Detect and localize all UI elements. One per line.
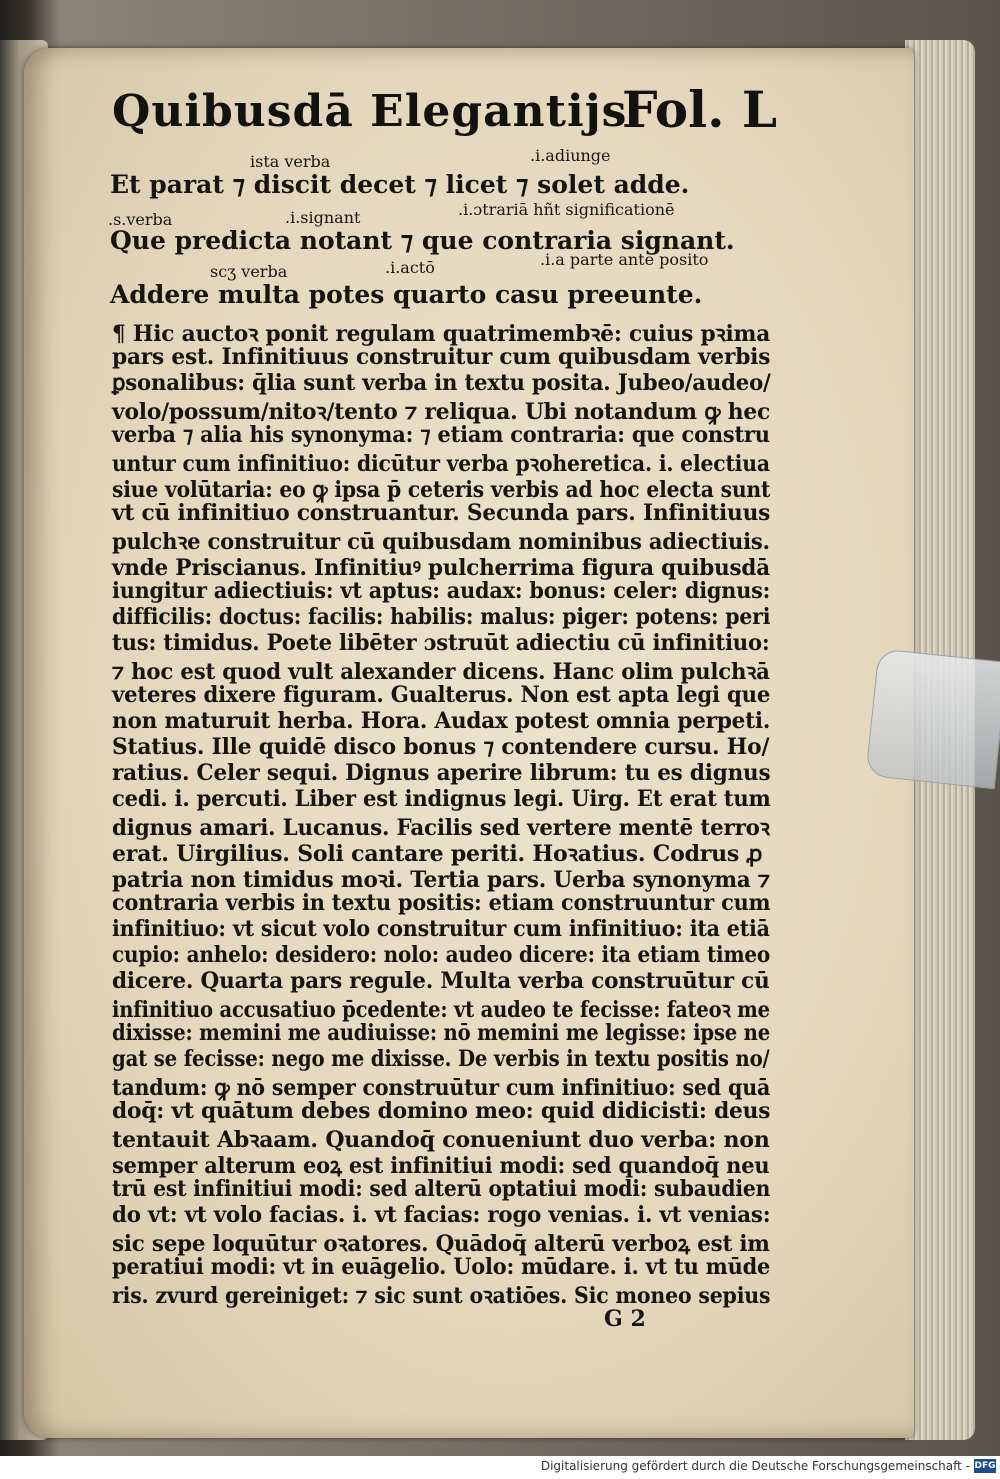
- commentary-line: ris. zvurd gereiniget: ⁊ sic sunt oꝛatiōes. Sic moneo sepius: [112, 1283, 771, 1309]
- commentary-line: erat. Uirgilius. Soli cantare periti. Hoꝛatius. Codrus ꝓ: [112, 841, 763, 867]
- commentary-line: pulchꝛe construitur cū quibusdam nominibus adiectiuis.: [112, 529, 770, 555]
- gloss: .i.a parte ante posito: [540, 250, 709, 269]
- gloss: .i.signant: [285, 208, 361, 227]
- commentary-line: verba ⁊ alia his synonyma: ⁊ etiam contraria: que constru: [112, 422, 770, 448]
- commentary-line: contraria verbis in textu positis: etiam construuntur cum: [112, 890, 771, 916]
- commentary-line: dicere. Quarta pars regule. Multa verba construūtur cū: [112, 968, 770, 994]
- gloss: scʒ verba: [210, 262, 288, 281]
- commentary-line: infinitiuo: vt sicut volo construitur cum infinitiuo: ita etiā: [112, 916, 770, 942]
- commentary-line: vt cū infinitiuo construantur. Secunda pars. Infinitiuus: [112, 500, 771, 526]
- commentary-line: ¶ Hic auctoꝛ ponit regulam quatrimembꝛē: cuius pꝛima: [112, 321, 771, 347]
- dfg-logo: DFG: [974, 1461, 996, 1471]
- commentary-line: cedi. i. percuti. Liber est indignus legi. Uirg. Et erat tum: [112, 786, 771, 812]
- commentary-line: doq̄: vt quātum debes domino meo: quid didicisti: deus: [112, 1098, 771, 1124]
- commentary-line: volo/possum/nitoꝛ/tento ⁊ reliqua. Ubi notandum ꝙ hec: [112, 399, 771, 425]
- gloss: .s.verba: [108, 210, 173, 229]
- commentary-line: tentauit Abꝛaam. Quandoq̄ conueniunt duo verba: non: [112, 1127, 770, 1153]
- commentary-line: trū est infinitiui modi: sed alterū optatiui modi: subaudien: [112, 1176, 771, 1202]
- gloss: .i.adiunge: [530, 146, 611, 165]
- commentary-line: untur cum infinitiuo: dicūtur verba pꝛoheretica. i. electiua: [112, 451, 770, 477]
- commentary-line: vnde Priscianus. Infinitiuꝰ pulcherrima figura quibusdā: [112, 555, 770, 581]
- commentary-line: ⁊ hoc est quod vult alexander dicens. Hanc olim pulchꝛā: [112, 659, 770, 685]
- commentary-line: Statius. Ille quidē disco bonus ⁊ contendere cursu. Ho/: [112, 734, 770, 760]
- commentary-line: gat se fecisse: nego me dixisse. De verbis in textu positis no/: [112, 1046, 770, 1072]
- commentary-line: infinitiuo accusatiuo p̄cedente: vt audeo te fecisse: fateoꝛ me: [112, 997, 770, 1023]
- commentary-line: dixisse: memini me audiuisse: nō memini me legisse: ipse ne: [112, 1020, 771, 1046]
- commentary-line: siue volūtaria: eo ꝙ ipsa p̄ ceteris verbis ad hoc electa sunt: [112, 477, 771, 503]
- verse-line: Addere multa potes quarto casu preeunte.: [110, 280, 703, 309]
- commentary-line: iungitur adiectiuis: vt aptus: audax: bonus: celer: dignus:: [112, 578, 771, 604]
- gloss: .i.actō: [385, 258, 435, 277]
- verse-line: Que predicta notant ⁊ que contraria signant.: [110, 226, 735, 255]
- commentary-line: peratiui modi: vt in euāgelio. Uolo: mūdare. i. vt tu mūde: [112, 1254, 771, 1280]
- commentary-line: non maturuit herba. Hora. Audax potest omnia perpeti.: [112, 708, 771, 734]
- footer-credit: Digitalisierung gefördert durch die Deutsche Forschungsgemeinschaft -: [540, 1459, 970, 1473]
- commentary-line: dignus amari. Lucanus. Facilis sed vertere mentē terroꝛ: [112, 815, 770, 841]
- commentary-line: veteres dixere figuram. Gualterus. Non est apta legi que: [112, 682, 771, 708]
- commentary-line: tandum: ꝙ nō semper construūtur cum infinitiuo: sed quā: [112, 1075, 771, 1101]
- commentary-line: sic sepe loquūtur oꝛatores. Quādoq̄ alterū verboꝝ est im: [112, 1231, 770, 1257]
- folio-number: Fol. L: [622, 80, 778, 139]
- commentary-line: do vt: vt volo facias. i. vt facias: rogo venias. i. vt venias:: [112, 1202, 771, 1228]
- commentary-line: semper alterum eoꝝ est infinitiui modi: sed quandoq̄ neu: [112, 1153, 770, 1179]
- commentary-line: difficilis: doctus: facilis: habilis: malus: piger: potens: peri: [112, 604, 771, 630]
- commentary-line: cupio: anhelo: desidero: nolo: audeo dicere: ita etiam timeo: [112, 942, 771, 968]
- gloss: ista verba: [250, 152, 331, 171]
- commentary-line: ꝑsonalibus: q̄lia sunt verba in textu posita. Jubeo/audeo/: [112, 370, 771, 396]
- gloss: .i.ɔtrariā hñt significationē: [458, 200, 675, 219]
- running-title: Quibusdā Elegantijs: [112, 86, 628, 137]
- commentary-line: tus: timidus. Poete libēter ɔstruūt adiectiu cū infinitiuo:: [112, 630, 770, 656]
- commentary-line: patria non timidus moꝛi. Tertia pars. Uerba synonyma ⁊: [112, 867, 770, 893]
- commentary-line: ratius. Celer sequi. Dignus aperire librum: tu es dignus: [112, 760, 771, 786]
- commentary-line: pars est. Infinitiuus construitur cum quibusdam verbis: [112, 344, 771, 370]
- footer-bar: [0, 1456, 1000, 1479]
- signature-mark: G 2: [604, 1306, 646, 1332]
- verse-line: Et parat ⁊ discit decet ⁊ licet ⁊ solet adde.: [110, 170, 690, 199]
- page-tab-marker: [865, 648, 1000, 789]
